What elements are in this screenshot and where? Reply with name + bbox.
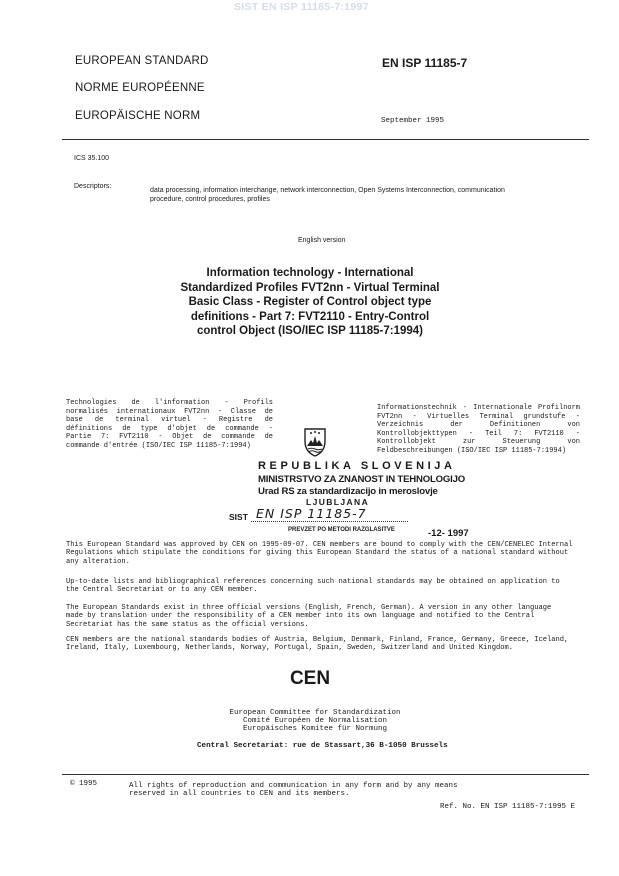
- publication-date: September 1995: [381, 117, 445, 125]
- slovenia-coat-of-arms-icon: [303, 427, 327, 457]
- stamp-city: LJUBLJANA: [306, 497, 370, 507]
- paragraph-line: Regulations which stipulate the conditions for giving this European Standard the status of a national standard without: [66, 549, 569, 558]
- cen-name-english: European Committee for Standardization: [229, 709, 401, 717]
- paragraph-line: CEN members are the national standards bodies of Austria, Belgium, Denmark, Finland, France, Germany, Greece, Iceland,: [66, 636, 569, 644]
- stamp-dotted-line: [251, 521, 408, 522]
- paragraph-line: any alteration.: [66, 557, 130, 566]
- german-title-line: Feldbeschreibungen (ISO/IEC ISP 11185-7:1994): [377, 446, 567, 455]
- paragraph-line: the Central Secretariat or to any CEN member.: [66, 586, 258, 595]
- german-title-line: Kontrollobjekttypen - Teil 7: FVT2110 -: [377, 429, 580, 438]
- version-note: English version: [298, 237, 346, 244]
- cen-name-german: Europäisches Komitee für Normung: [242, 725, 388, 733]
- cen-name-french: Comité Européen de Normalisation: [242, 717, 388, 725]
- header-rule: [62, 139, 589, 140]
- header-french: NORME EUROPÉENNE: [75, 82, 205, 94]
- stamp-adoption-method: PREVZET PO METODI RAZGLASITVE: [288, 527, 395, 533]
- french-title-line: définitions de type d'objet de commande -: [66, 424, 273, 433]
- cen-logo: CEN: [289, 668, 331, 689]
- german-title-line: Verzeichnis der Definitionen von: [377, 421, 580, 430]
- stamp-ministry: MINISTRSTVO ZA ZNANOST IN TEHNOLOGIJO: [258, 474, 466, 485]
- title-line-3: Basic Class - Register of Control object type: [188, 296, 432, 309]
- french-title-line: commande d'entrée (ISO/IEC ISP 11185-7:1994): [66, 441, 251, 450]
- rights-line-1: All rights of reproduction and communication in any form and by any means: [129, 782, 458, 790]
- german-title-line: FVT2nn - Virtuelles Terminal grundstufe -: [377, 412, 580, 421]
- approval-paragraph: [66, 541, 580, 566]
- french-title-line: base de terminal virtuel - Registre de: [66, 416, 273, 425]
- paragraph-line: Ireland, Italy, Luxembourg, Netherlands, Norway, Portugal, Spain, Sweden, Switzerland and United Kingdom.: [66, 644, 513, 653]
- descriptors-label: Descriptors:: [74, 183, 112, 190]
- paragraph-line: This European Standard was approved by CEN on 1995-09-07. CEN members are bound to comply with the CEN/CENELEC Internal: [66, 541, 573, 549]
- german-title: [377, 404, 580, 456]
- ics-code: ICS 35.100: [74, 155, 110, 162]
- versions-paragraph: [66, 604, 580, 629]
- french-title-line: Partie 7: FVT2110 - Objet de commande de: [66, 433, 273, 442]
- french-title-line: normalisés internationaux FVT2nn - Classe de: [66, 407, 273, 416]
- rights-line-2: reserved in all countries to CEN and its members.: [129, 790, 350, 798]
- stamp-office: Urad RS za standardizacijo in meroslovje: [258, 486, 438, 497]
- members-paragraph: [66, 636, 580, 653]
- document-title: [170, 266, 450, 339]
- stamp-republic: REPUBLIKA SLOVENIJA: [258, 460, 456, 472]
- title-line-4: definitions - Part 7: FVT2110 - Entry-Control: [190, 310, 430, 323]
- descriptors-line-2: procedure, control procedures, profiles: [150, 196, 270, 203]
- title-line-2: Standardized Profiles FVT2nn - Virtual Terminal: [180, 281, 440, 294]
- stamp-sist-number: EN ISP 11185-7: [256, 506, 367, 521]
- central-secretariat: Central Secretariat: rue de Stassart,36 B-1050 Brussels: [197, 742, 448, 750]
- footer-rule: [62, 774, 589, 775]
- header-german: EUROPÄISCHE NORM: [75, 110, 201, 122]
- copyright-year: © 1995: [70, 780, 98, 788]
- watermark: SIST EN ISP 11185-7:1997: [234, 1, 369, 13]
- descriptors-line-1: data processing, information interchange, network interconnection, Open Systems Interconnection, communication: [150, 187, 505, 194]
- title-line-5: control Object (ISO/IEC ISP 11185-7:1994): [196, 325, 424, 338]
- french-title-line: Technologies de l'information - Profils: [66, 399, 273, 407]
- standard-number: EN ISP 11185-7: [382, 56, 468, 70]
- french-title: [66, 399, 273, 451]
- paragraph-line: made by translation under the responsibility of a CEN member into its own language and notified to the Central: [66, 612, 535, 621]
- german-title-line: Informationstechnik - Internationale Profilnorm: [377, 404, 580, 412]
- reference-number: Ref. No. EN ISP 11185-7:1995 E: [440, 803, 576, 811]
- header-english: EUROPEAN STANDARD: [75, 55, 209, 67]
- paragraph-line: The European Standards exist in three official versions (English, French, German). A version in any other language: [66, 604, 552, 612]
- stamp-adoption-date: -12- 1997: [428, 528, 469, 539]
- paragraph-line: Secretariat has the same status as the official versions.: [66, 620, 309, 629]
- references-paragraph: [66, 578, 580, 595]
- german-title-line: Kontrollobjekt zur Steuerung von: [377, 438, 580, 447]
- stamp-sist-label: SIST: [229, 512, 248, 522]
- paragraph-line: Up-to-date lists and bibliographical references concerning such national standards may be obtained on application to: [66, 578, 560, 586]
- title-line-1: Information technology - International: [206, 267, 414, 279]
